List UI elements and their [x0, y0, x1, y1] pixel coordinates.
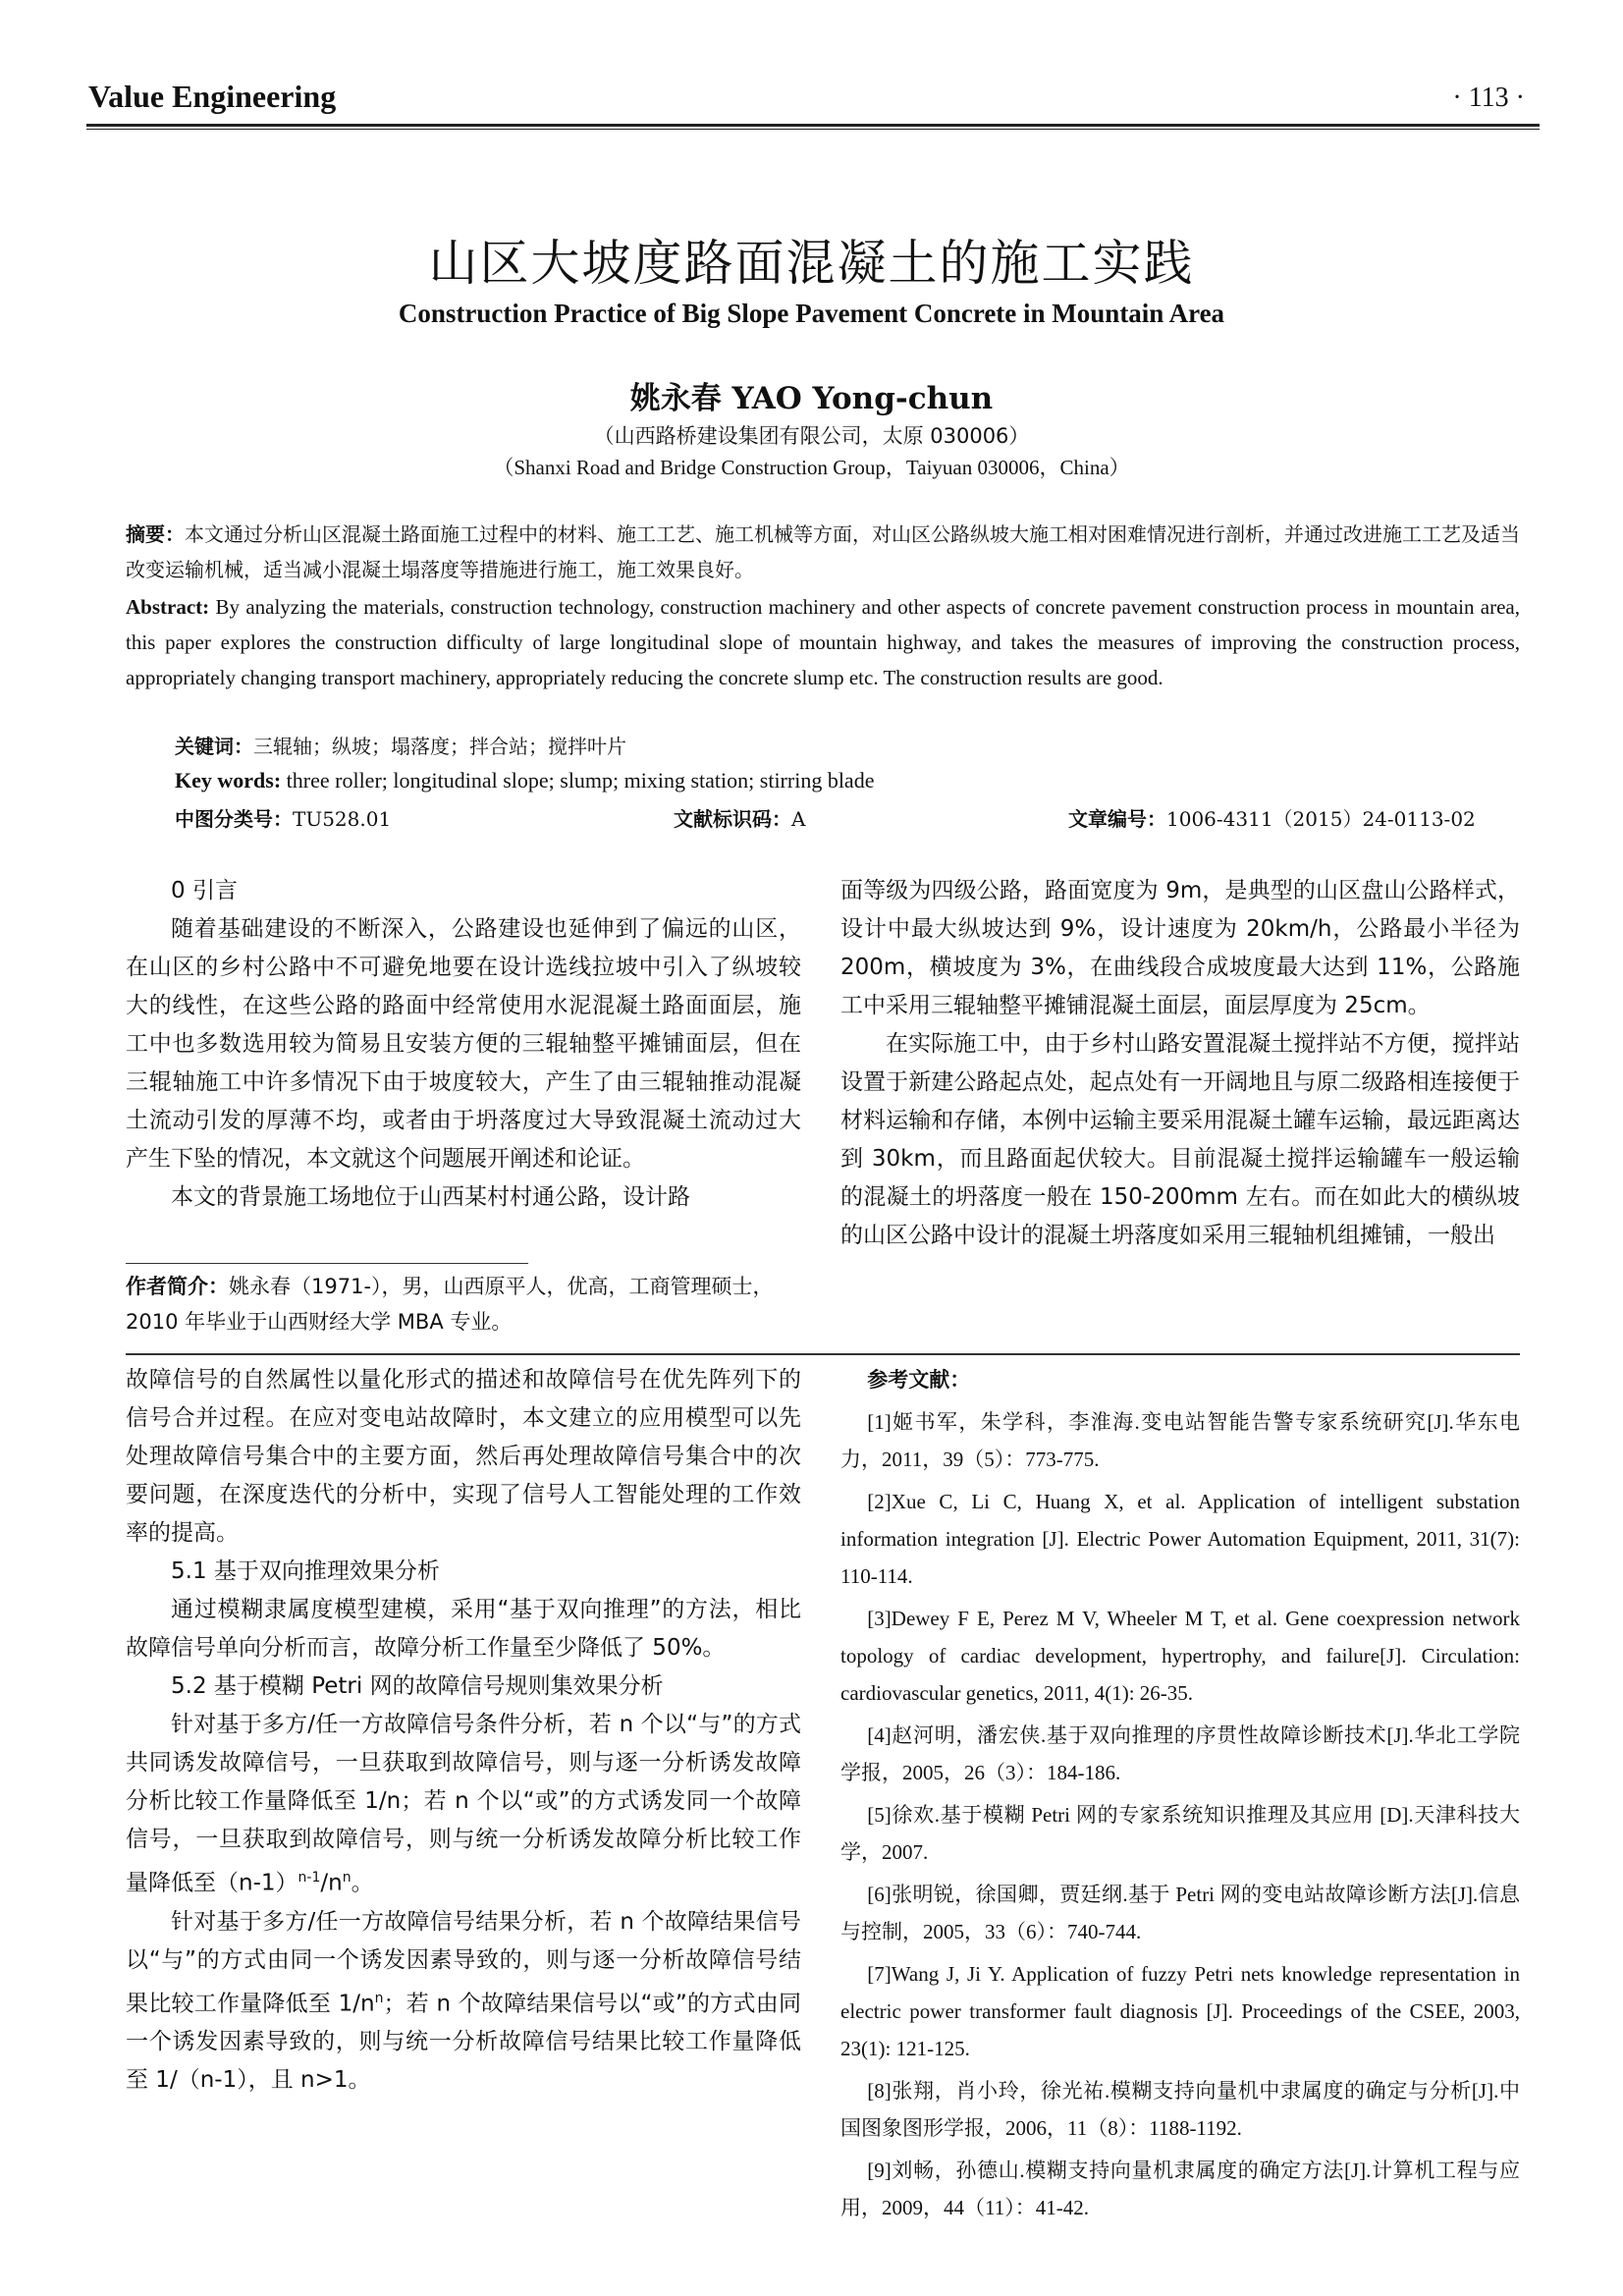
clc-label: 中图分类号： [175, 807, 293, 831]
lower-paragraph-4 [126, 1903, 801, 2101]
abstract-en-text: By analyzing the materials, construction technology, construction machinery and other aspects of concrete pavement construction process in mountain area, this paper explores the construction difficulty of large longitudinal slope of mountain highway, and takes the measures of improving the construction process, appropriately changing transport machinery, appropriately reducing the concrete slump etc. The construction results are good. [126, 595, 1521, 689]
article-number [1068, 803, 1476, 832]
clc-code [175, 803, 391, 832]
p4-tail: ；若 n 个故障结果信号以“或”的方式由同一个诱发因素导致的，则与统一分析故障信号结果比较工作量降低至 1/（n-1），且 n>1。 [126, 1991, 801, 2094]
footnote-rule [126, 1263, 528, 1264]
keywords-cn-text: 三辊轴；纵坡；塌落度；拌合站；搅拌叶片 [253, 735, 626, 758]
left-column-body [126, 872, 801, 1217]
keywords-en-text: three roller; longitudinal slope; slump; mixing station; stirring blade [286, 768, 875, 793]
right-column-body [840, 872, 1520, 1255]
reference-item: [2]Xue C, Li C, Huang X, et al. Application of intelligent substation information integration [J]. Electric Power Automation Equipment, 2011, 31(7): 110-114. [840, 1490, 1520, 1588]
doc-code [674, 803, 805, 832]
header-rule [86, 124, 1540, 130]
keywords-en-label: Key words: [175, 768, 282, 793]
reference-item: [6]张明锐，徐国卿，贾廷纲.基于 Petri 网的变电站故障诊断方法[J].信息与控制，2005，33（6）：740-744. [840, 1883, 1520, 1943]
doc-value: A [791, 807, 806, 831]
keywords-cn-label: 关键词： [175, 735, 253, 758]
p3-end: 。 [351, 1870, 374, 1896]
page-number: · 113 · [1452, 82, 1525, 113]
keywords-english [175, 768, 874, 793]
lower-paragraph-2: 通过模糊隶属度模型建模，采用“基于双向推理”的方法，相比故障信号单向分析而言，故障分析工作量至少降低了 50%。 [126, 1597, 801, 1661]
reference-item: [8]张翔，肖小玲，徐光祐.模糊支持向量机中隶属度的确定与分析[J].中国图象图形学报，2006，11（8）：1188-1192. [840, 2079, 1520, 2140]
reference-item: [7]Wang J, Ji Y. Application of fuzzy Petri nets knowledge representation in electric power transformer fault diagnosis [J]. Proceedings of the CSEE, 2003, 23(1): 121-125. [840, 1962, 1520, 2060]
lower-paragraph-1: 故障信号的自然属性以量化形式的描述和故障信号在优先阵列下的信号合并过程。在应对变电站故障时，本文建立的应用模型可以先处理故障信号集合中的主要方面，然后再处理故障信号集合中的次要问题，在深度迭代的分析中，实现了信号人工智能处理的工作效率的提高。 [126, 1367, 801, 1546]
author-name: 姚永春 YAO Yong-chun [629, 381, 994, 416]
abstract-cn-label: 摘要： [126, 522, 185, 546]
references-heading: 参考文献： [867, 1368, 971, 1392]
reference-item: [1]姬书军，朱学科，李淮海.变电站智能告警专家系统研究[J].华东电力，2011，39（5）：773-775. [840, 1410, 1520, 1471]
right-paragraph-2: 在实际施工中，由于乡村山路安置混凝土搅拌站不方便，搅拌站设置于新建公路起点处，起点处有一开阔地且与原二级路相连接便于材料运输和存储，本例中运输主要采用混凝土罐车运输，最远距离达到 30km，而且路面起伏较大。目前混凝土搅拌运输罐车一般运输的混凝土的坍落度一般在 150-200mm 左右。而在如此大的横纵坡的山区公路中设计的混凝土坍落度如采用三辊轴机组摊铺，一般出 [840, 1031, 1520, 1248]
section-heading-5-2: 5.2 基于模糊 Petri 网的故障信号规则集效果分析 [171, 1673, 664, 1699]
lower-left-column [126, 1361, 801, 2100]
section-heading-5-1: 5.1 基于双向推理效果分析 [171, 1558, 440, 1584]
reference-item: [5]徐欢.基于模糊 Petri 网的专家系统知识推理及其应用 [D].天津科技大学，2007. [840, 1803, 1520, 1864]
lower-paragraph-3 [126, 1706, 801, 1903]
reference-item: [9]刘畅，孙德山.模糊支持向量机隶属度的确定方法[J].计算机工程与应用，2009，44（11）：41-42. [840, 2159, 1520, 2219]
right-paragraph-1: 面等级为四级公路，路面宽度为 9m，是典型的山区盘山公路样式，设计中最大纵坡达到 9%，设计速度为 20km/h，公路最小半径为 200m，横坡度为 3%，在曲线段合成坡度最大达到 11%，公路施工中采用三辊轴整平摊铺混凝土面层，面层厚度为 25cm。 [840, 878, 1520, 1018]
footnote-text: 姚永春（1971-），男，山西原平人，优高，工商管理硕士，2010 年毕业于山西财经大学 MBA 专业。 [126, 1275, 774, 1334]
author-bio-footnote [126, 1269, 803, 1339]
affiliation-chinese: （山西路桥建设集团有限公司，太原 030006） [593, 424, 1030, 448]
reference-item: [3]Dewey F E, Perez M V, Wheeler M T, et al. Gene coexpression network topology of cardiac development, hypertrophy, and failure[J]. Circulation: cardiovascular genetics, 2011, 4(1): 26-35. [840, 1607, 1520, 1705]
abstract-cn-text: 本文通过分析山区混凝土路面施工过程中的材料、施工工艺、施工机械等方面，对山区公路纵坡大施工相对困难情况进行剖析，并通过改进施工工艺及适当改变运输机械，适当减小混凝土塌落度等措施进行施工，施工效果良好。 [126, 522, 1520, 581]
intro-paragraph-2: 本文的背景施工场地位于山西某村村通公路，设计路 [171, 1184, 690, 1210]
footnote-label: 作者简介： [126, 1275, 229, 1298]
journal-name: Value Engineering [88, 79, 337, 114]
p4-text: 针对基于多方/任一方故障信号结果分析，若 n 个故障结果信号以“与”的方式由同一个诱发因素导致的，则与逐一分析故障信号结果比较工作量降低至 1/n [126, 1908, 801, 2017]
p3-text: 针对基于多方/任一方故障信号条件分析，若 n 个以“与”的方式共同诱发故障信号，一旦获取到故障信号，则与逐一分析诱发故障分析比较工作量降低至 1/n；若 n 个以“或”的方式诱发同一个故障信号，一旦获取到故障信号，则与统一分析诱发故障分析比较工作量降低至（n-1） [126, 1712, 801, 1896]
p3-tail: /n [320, 1870, 343, 1896]
reference-item: [4]赵河明，潘宏侠.基于双向推理的序贯性故障诊断技术[J].华北工学院学报，2005，26（3）：184-186. [840, 1723, 1520, 1784]
article-value: 1006-4311（2015）24-0113-02 [1166, 807, 1476, 831]
abstract-chinese [126, 517, 1520, 587]
p4-exponent: n [374, 1990, 384, 2006]
section-heading-intro: 0 引言 [171, 878, 238, 903]
abstract-english [126, 589, 1520, 695]
affiliation-english: （Shanxi Road and Bridge Construction Group，Taiyuan 030006，China） [493, 456, 1130, 479]
title-english: Construction Practice of Big Slope Pavement Concrete in Mountain Area [398, 299, 1225, 328]
article-separator [126, 1353, 1520, 1355]
keywords-chinese [175, 731, 626, 759]
clc-value: TU528.01 [293, 807, 392, 831]
p3-exponent-2: n [342, 1870, 352, 1886]
doc-label: 文献标识码： [674, 807, 791, 831]
p3-exponent: n-1 [298, 1870, 321, 1886]
article-label: 文章编号： [1068, 807, 1166, 831]
abstract-en-label: Abstract: [126, 595, 210, 619]
title-chinese: 山区大坡度路面混凝土的施工实践 [428, 235, 1195, 292]
intro-paragraph-1: 随着基础建设的不断深入，公路建设也延伸到了偏远的山区，在山区的乡村公路中不可避免地要在设计选线拉坡中引入了纵坡较大的线性，在这些公路的路面中经常使用水泥混凝土路面面层，施工中也多数选用较为简易且安装方便的三辊轴整平摊铺面层，但在三辊轴施工中许多情况下由于坡度较大，产生了由三辊轴推动混凝土流动引发的厚薄不均，或者由于坍落度过大导致混凝土流动过大产生下坠的情况，本文就这个问题展开阐述和论证。 [126, 916, 801, 1172]
references-section [840, 1361, 1520, 2231]
